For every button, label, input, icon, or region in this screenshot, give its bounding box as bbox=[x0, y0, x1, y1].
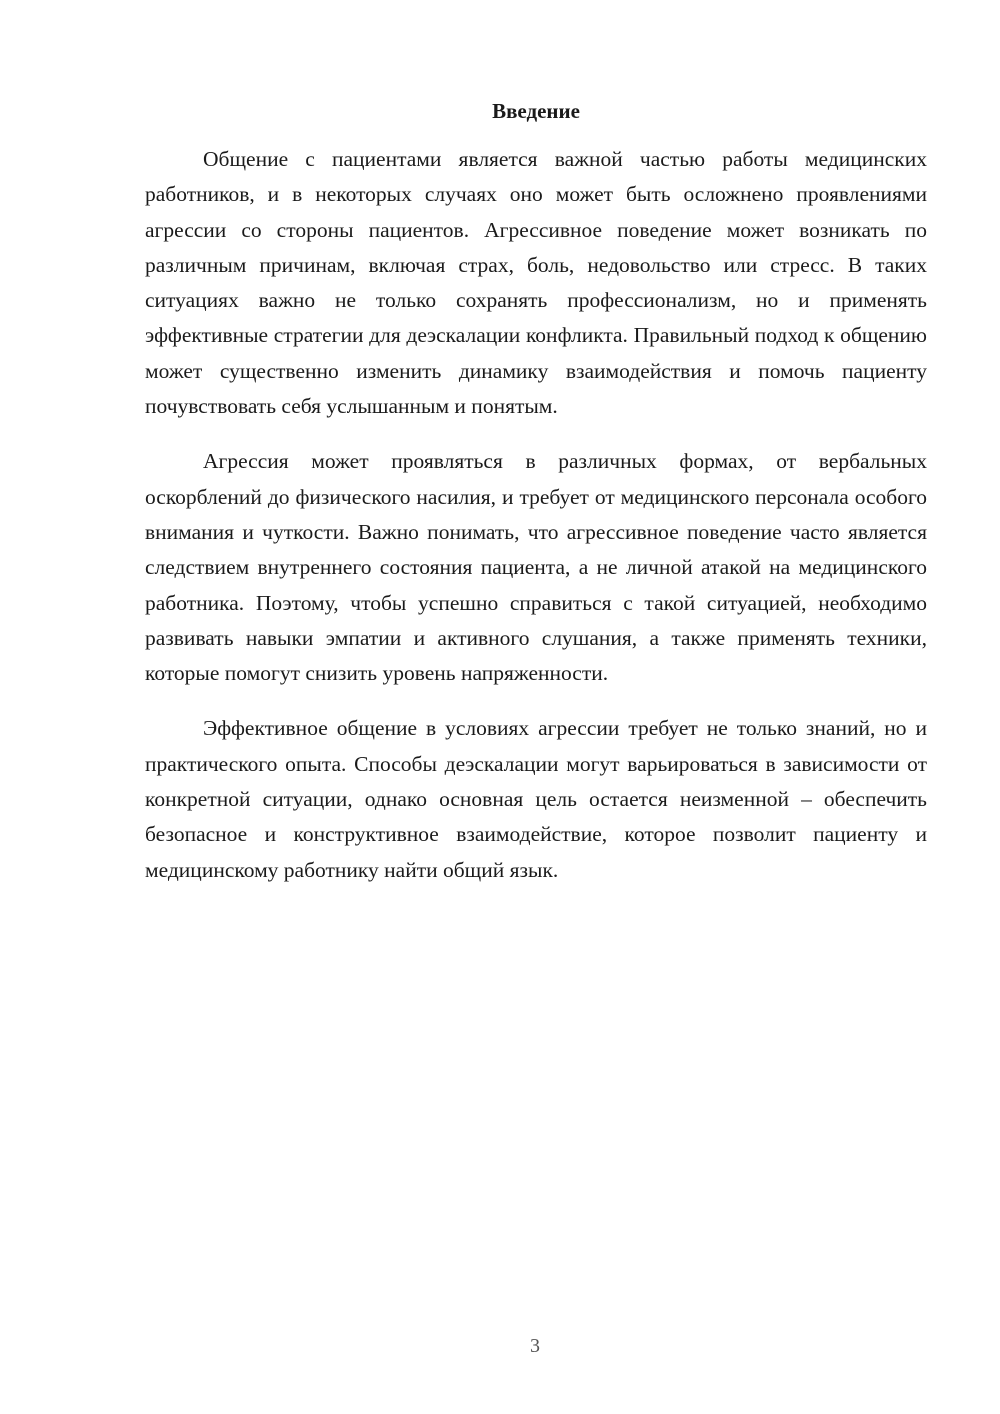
page-number: 3 bbox=[530, 1335, 540, 1357]
paragraph-3: Эффективное общение в условиях агрессии требует не только знаний, но и практического опыта. Способы деэскалации могут варьироваться в зависимости от конкретной ситуации, однако основная цель остается неизменной – обеспечить безопасное и конструктивное взаимодействие, которое позволит пациенту и медицинскому работнику найти общий язык. bbox=[145, 716, 927, 882]
section-title: Введение bbox=[492, 99, 580, 123]
body-text bbox=[145, 142, 927, 908]
paragraph-1: Общение с пациентами является важной частью работы медицинских работников, и в некоторых случаях оно может быть осложнено проявлениями агрессии со стороны пациентов. Агрессивное поведение может возникать по различным причинам, включая страх, боль, недовольство или стресс. В таких ситуациях важно не только сохранять профессионализм, но и применять эффективные стратегии для деэскалации конфликта. Правильный подход к общению может существенно изменить динамику взаимодействия и помочь пациенту почувствовать себя услышанным и понятым. bbox=[145, 147, 927, 419]
paragraph-2: Агрессия может проявляться в различных формах, от вербальных оскорблений до физического насилия, и требует от медицинского персонала особого внимания и чуткости. Важно понимать, что агрессивное поведение часто является следствием внутреннего состояния пациента, а не личной атакой на медицинского работника. Поэтому, чтобы успешно справиться с такой ситуацией, необходимо развивать навыки эмпатии и активного слушания, а также применять техники, которые помогут снизить уровень напряженности. bbox=[145, 449, 927, 686]
